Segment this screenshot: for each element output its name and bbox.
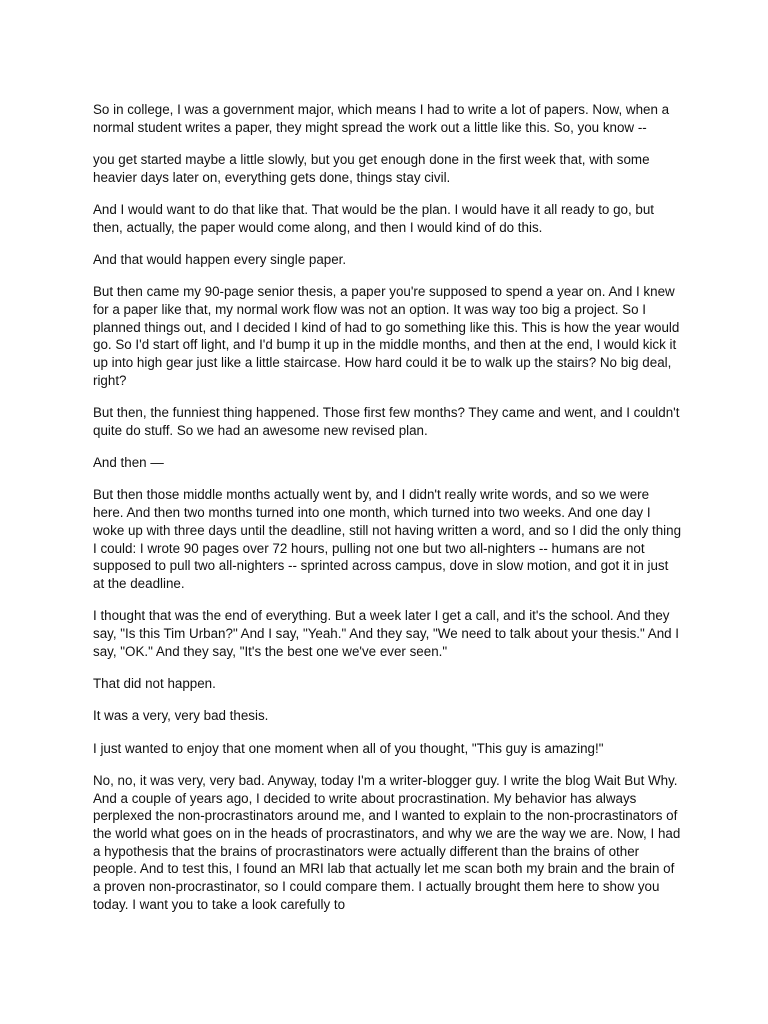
paragraph-2: you get started maybe a little slowly, but you get enough done in the first week that, with some heavier days later on, everything gets done, things stay civil. (93, 152, 650, 185)
paragraph-11: It was a very, very bad thesis. (93, 708, 269, 724)
paragraph-8: But then those middle months actually went by, and I didn't really write words, and so we were here. And then two months turned into one month, which turned into two weeks. And one day I woke up with three days until the deadline, still not having written a word, and so I did the only thing I could: I wrote 90 pages over 72 hours, pulling not one but two all-nighters -- humans are not supposed to pull two all-nighters -- sprinted across campus, dove in slow motion, and got it in just at the deadline. (93, 487, 682, 591)
paragraph-7: And then — (93, 455, 164, 471)
paragraph-6: But then, the funniest thing happened. Those first few months? They came and went, and I couldn't quite do stuff. So we had an awesome new revised plan. (93, 405, 680, 438)
paragraph-4: And that would happen every single paper. (93, 252, 347, 267)
paragraph-1: So in college, I was a government major, which means I had to write a lot of papers. Now, when a normal student writes a paper, they might spread the work out a little like this. So, you know -- (93, 102, 670, 135)
paragraph-5: But then came my 90-page senior thesis, a paper you're supposed to spend a year on. And I knew for a paper like that, my normal work flow was not an option. It was way too big a project. So I planned things out, and I decided I kind of had to go something like this. This is how the year would go. So I'd start off light, and I'd bump it up in the middle months, and then at the end, I would kick it up into high gear just like a little staircase. How hard could it be to walk up the stairs? No big deal, right? (93, 284, 680, 388)
paragraph-13: No, no, it was very, very bad. Anyway, today I'm a writer-blogger guy. I write the blog Wait But Why. And a couple of years ago, I decided to write about procrastination. My behavior has always perplexed the non-procrastinators around me, and I wanted to explain to the non-procrastinators of the world what goes on in the heads of procrastinators, and why we are the way we are. Now, I had a hypothesis that the brains of procrastinators were actually different than the brains of other people. And to test this, I found an MRI lab that actually let me scan both my brain and the brain of a proven non-procrastinator, so I could compare them. I actually brought them here to show you today. I want you to take a look carefully to (93, 772, 681, 912)
paragraph-3: And I would want to do that like that. That would be the plan. I would have it all ready to go, but then, actually, the paper would come along, and then I would kind of do this. (93, 202, 655, 235)
paragraph-10: That did not happen. (93, 675, 216, 691)
paragraph-9: I thought that was the end of everything. But a week later I get a call, and it's the school. And they say, "Is this Tim Urban?" And I say, "Yeah." And they say, "We need to talk about your thesis." And I say, "OK." And they say, "It's the best one we've ever seen." (93, 608, 680, 659)
document-page (93, 101, 683, 928)
paragraph-12: I just wanted to enjoy that one moment when all of you thought, "This guy is amazing!" (93, 740, 604, 756)
